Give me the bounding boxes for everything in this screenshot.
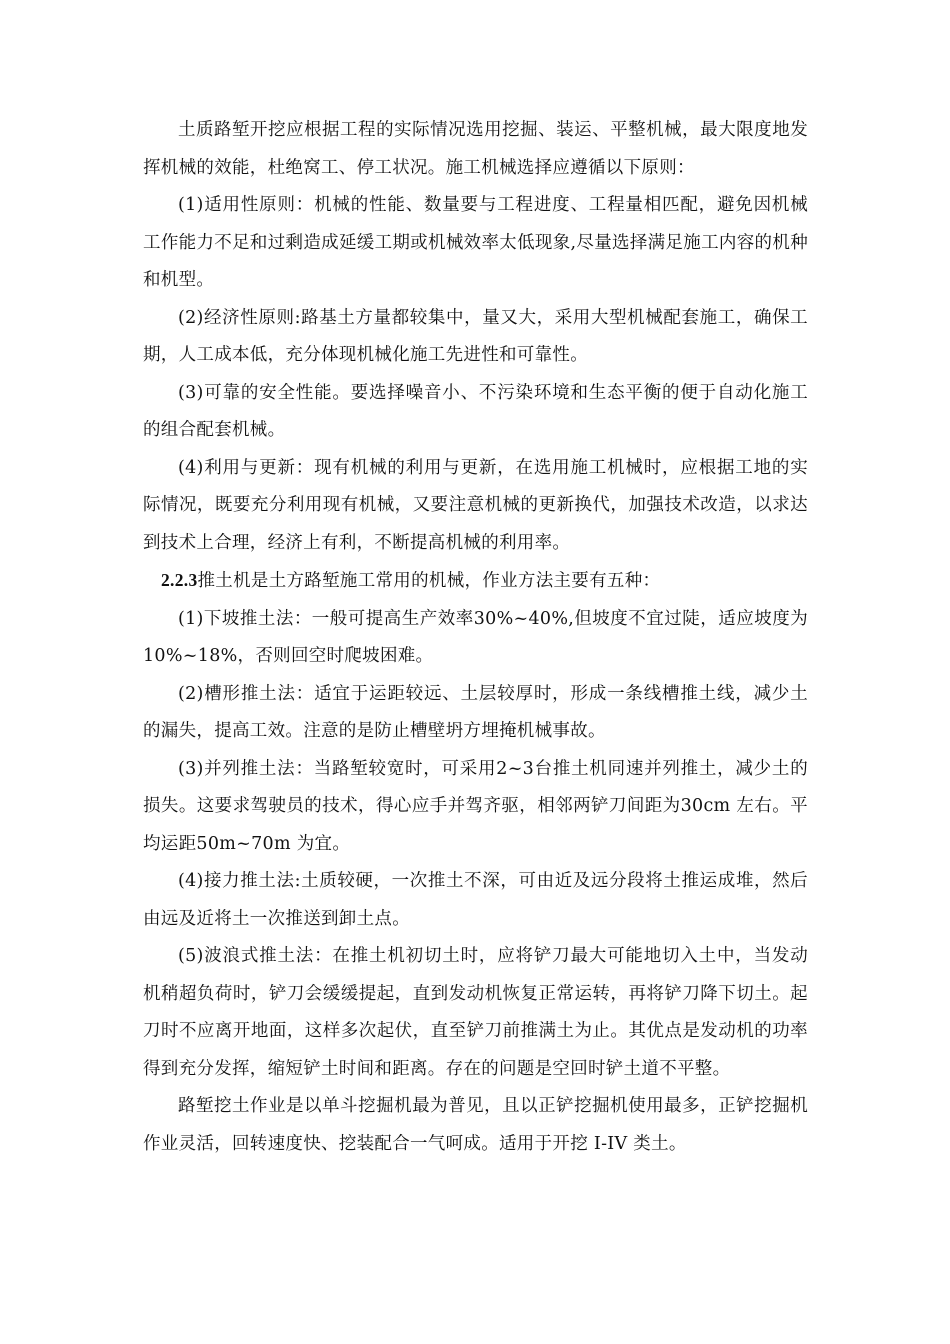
section-number: 2.2.3 (161, 570, 198, 590)
method-relay: (4)接力推土法:土质较硬，一次推土不深，可由近及远分段将土推运成堆，然后由远及近将土一次推送到卸土点。 (143, 871, 808, 929)
principle-economy: (2)经济性原则:路基土方量都较集中，量又大，采用大型机械配套施工，确保工期，人工成本低，充分体现机械化施工先进性和可靠性。 (143, 307, 808, 365)
method-wave: (5)波浪式推土法：在推土机初切土时，应将铲刀最大可能地切入土中，当发动机稍超负荷时，铲刀会缓缓提起，直到发动机恢复正常运转，再将铲刀降下切土。起刀时不应离开地面，这样多次起伏，直至铲刀前推满土为止。其优点是发动机的功率得到充分发挥，缩短铲土时间和距离。存在的问题是空回时铲土道不平整。 (143, 946, 808, 1079)
section-text: 推土机是土方路堑施工常用的机械，作业方法主要有五种： (197, 571, 661, 591)
principle-safety: (3)可靠的安全性能。要选择噪音小、不污染环境和生态平衡的便于自动化施工的组合配套机械。 (143, 382, 808, 440)
method-parallel: (3)并列推土法：当路堑较宽时，可采用2~3台推土机同速并列推土，减少土的损失。这要求驾驶员的技术，得心应手并驾齐驱，相邻两铲刀间距为30cm 左右。平均运距50m~70m 为宜。 (143, 758, 808, 854)
closing-paragraph: 路堑挖土作业是以单斗挖掘机最为普见，且以正铲挖掘机使用最多，正铲挖掘机作业灵活，回转速度快、挖装配合一气呵成。适用于开挖 I-IV 类土。 (143, 1096, 808, 1154)
principle-applicability: (1)适用性原则：机械的性能、数量要与工程进度、工程量相匹配，避免因机械工作能力不足和过剩造成延缓工期或机械效率太低现象,尽量选择满足施工内容的机种和机型。 (143, 195, 808, 290)
method-downhill: (1)下坡推土法：一般可提高生产效率30%~40%,但坡度不宜过陡，适应坡度为10%~18%，否则回空时爬坡困难。 (143, 608, 808, 666)
intro-paragraph: 土质路堑开挖应根据工程的实际情况选用挖掘、装运、平整机械，最大限度地发挥机械的效能，杜绝窝工、停工状况。施工机械选择应遵循以下原则： (143, 120, 808, 178)
principle-renewal: (4)利用与更新：现有机械的利用与更新，在选用施工机械时，应根据工地的实际情况，既要充分利用现有机械，又要注意机械的更新换代，加强技术改造，以求达到技术上合理，经济上有利，不断提高机械的利用率。 (143, 457, 808, 553)
section-heading (143, 562, 808, 601)
method-trench: (2)槽形推土法：适宜于运距较远、土层较厚时，形成一条线槽推土线，减少土的漏失，提高工效。注意的是防止槽壁坍方埋掩机械事故。 (143, 683, 808, 741)
document-body (143, 112, 808, 1163)
